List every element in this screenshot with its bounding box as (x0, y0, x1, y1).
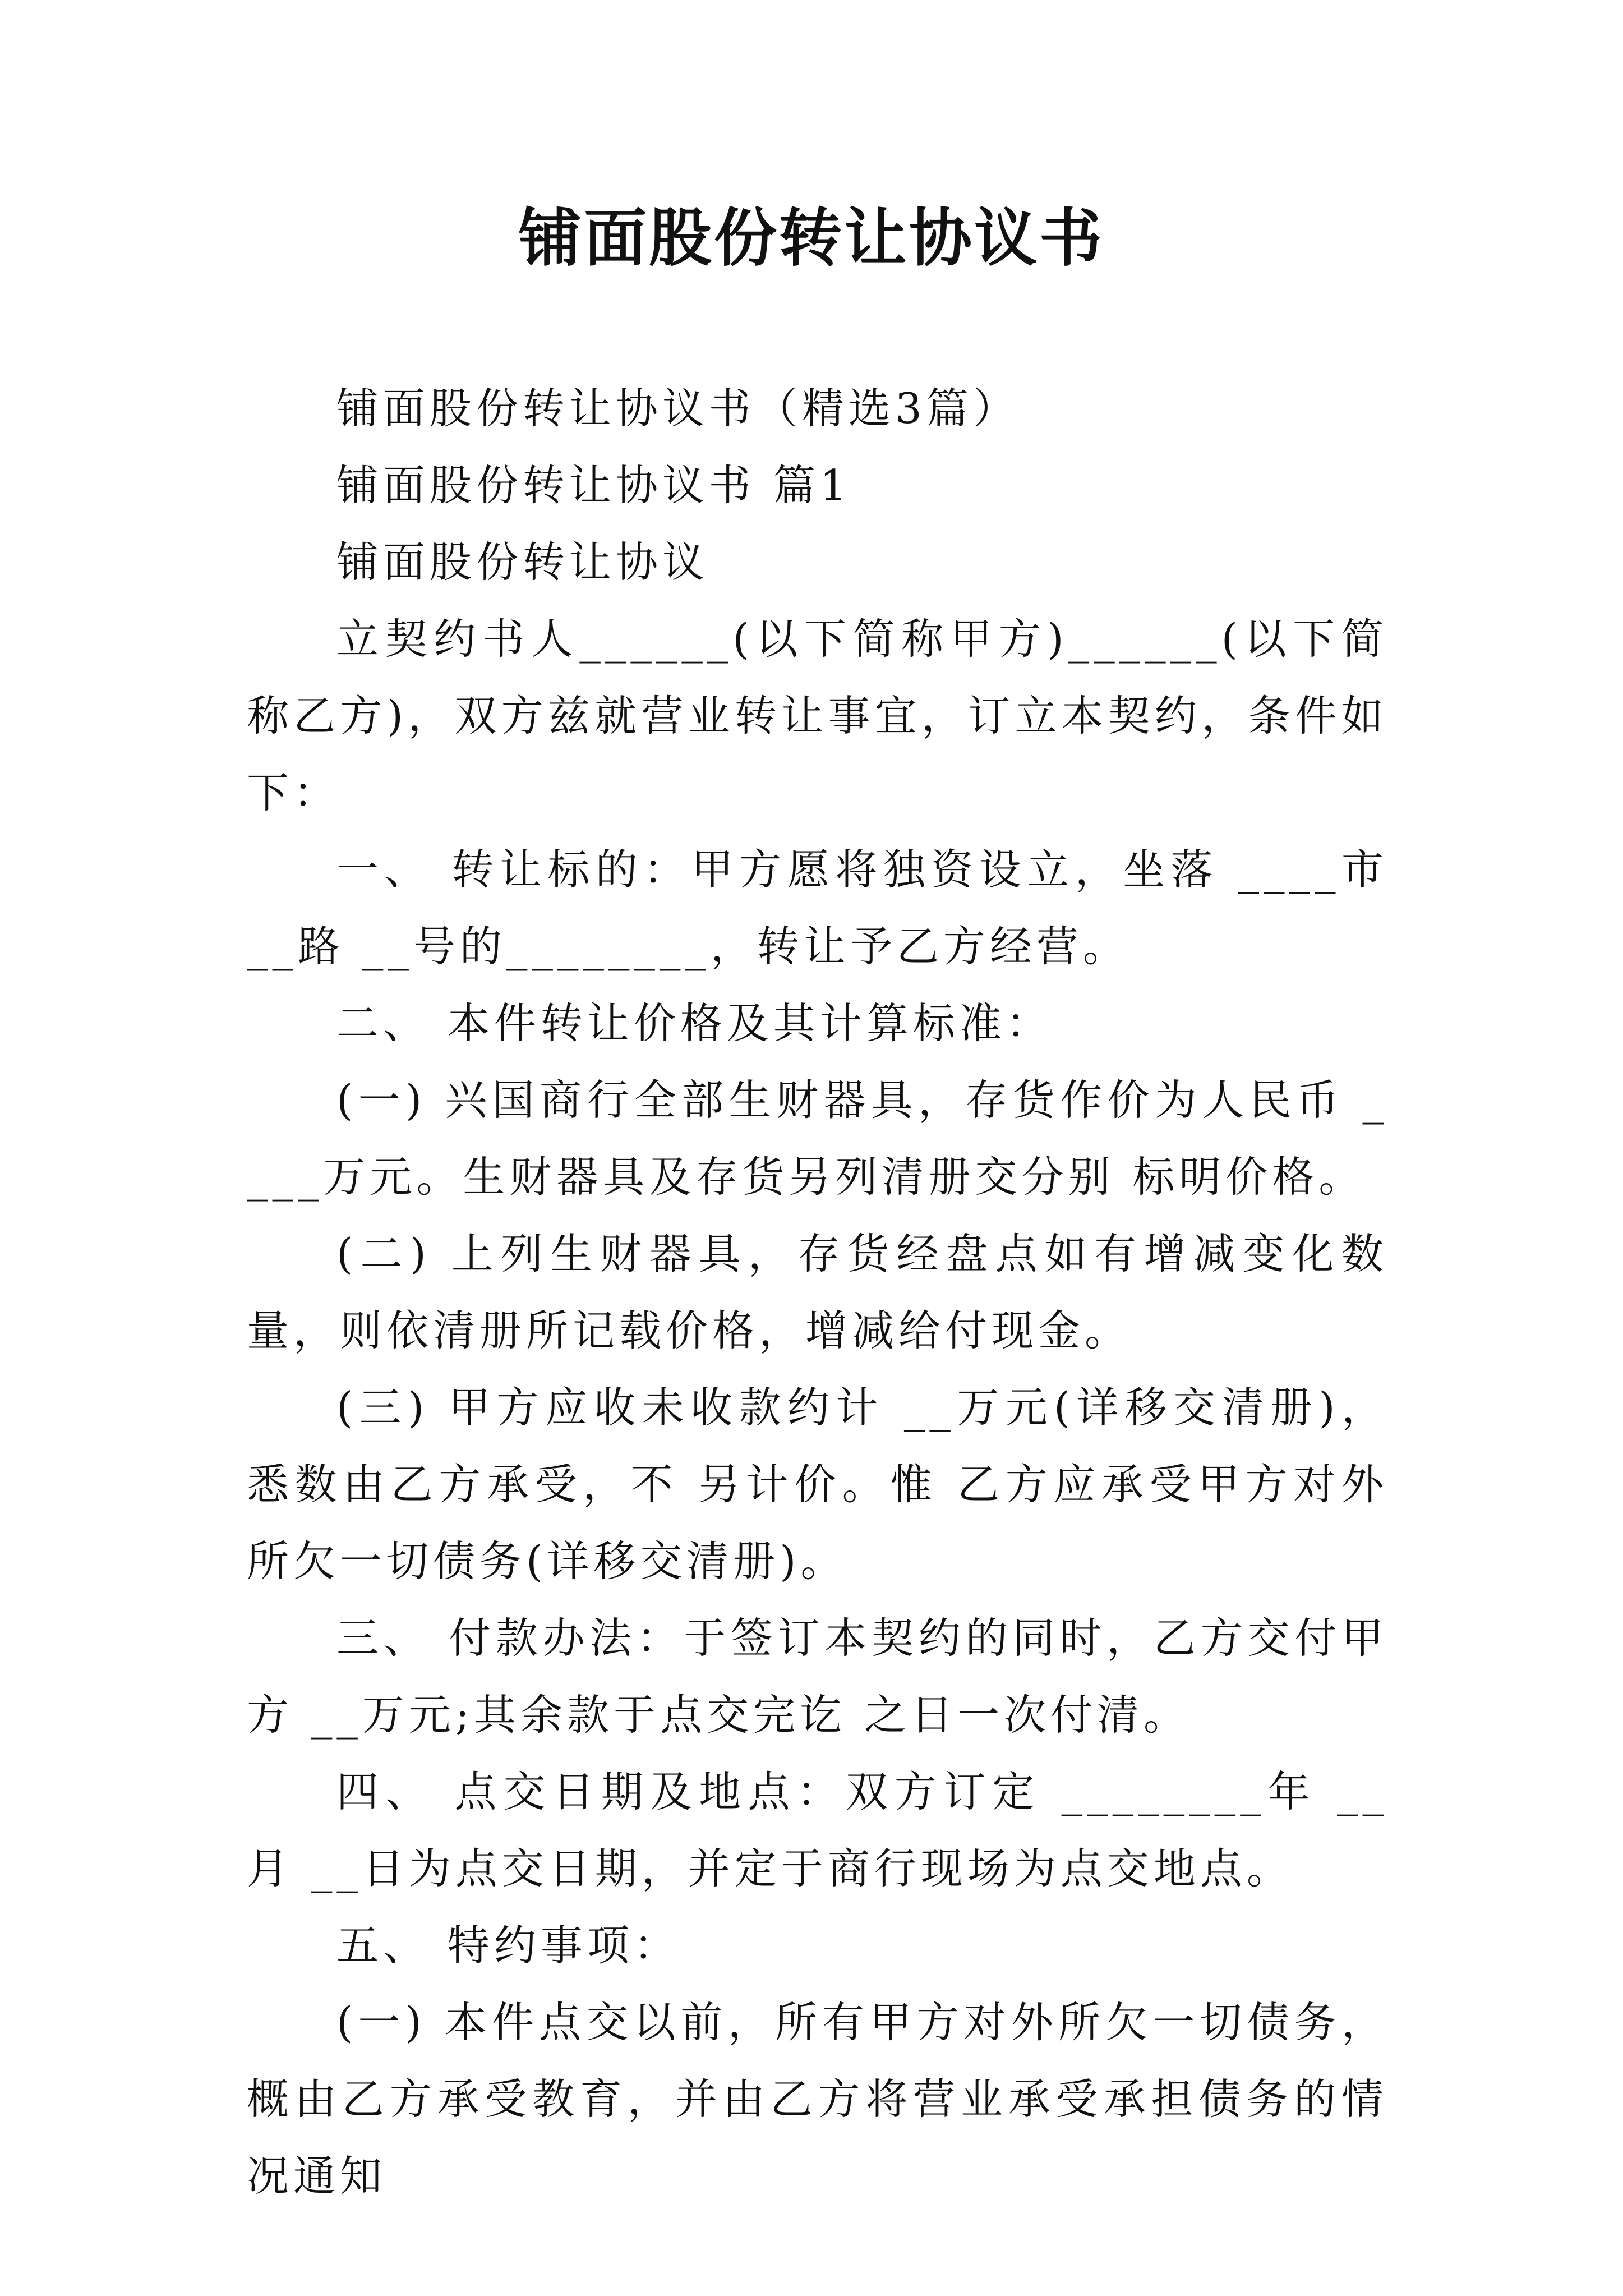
document-title: 铺面股份转让协议书 (519, 201, 1104, 275)
paragraph-agreement-name: 铺面股份转让协议 (336, 537, 709, 587)
document-body (247, 370, 1388, 2215)
paragraph-clause-1: 一、 转让标的：甲方愿将独资设立，坐落 ____市 __路 __号的________，转让予乙方经营。 (247, 845, 1388, 971)
paragraph-parties: 立契约书人______(以下简称甲方)______(以下简称乙方)，双方兹就营业转让事宜，订立本契约，条件如下： (247, 614, 1388, 817)
paragraph-subtitle: 铺面股份转让协议书（精选3篇） (336, 384, 1020, 433)
paragraph-clause-4: 四、 点交日期及地点：双方订定 ________年 __月 __日为点交日期，并定于商行现场为点交地点。 (247, 1767, 1388, 1893)
paragraph-section-heading: 铺面股份转让协议书 篇1 (336, 461, 851, 510)
paragraph-clause-5-1: (一) 本件点交以前，所有甲方对外所欠一切债务，概由乙方承受教育，并由乙方将营业承受承担债务的情况通知 (247, 1998, 1388, 2201)
paragraph-clause-5: 五、 特约事项： (336, 1921, 680, 1970)
paragraph-clause-3: 三、 付款办法：于签订本契约的同时，乙方交付甲方 __万元;其余款于点交完讫 之日一次付清。 (247, 1613, 1388, 1740)
paragraph-clause-2-2: (二) 上列生财器具，存货经盘点如有增减变化数量，则依清册所记载价格，增减给付现金。 (247, 1229, 1388, 1355)
paragraph-clause-2-1: (一) 兴国商行全部生财器具，存货作价为人民币 ____万元。生财器具及存货另列清册交分别 标明价格。 (247, 1075, 1388, 1202)
paragraph-clause-2-3: (三) 甲方应收未收款约计 __万元(详移交清册)，悉数由乙方承受，不 另计价。惟 乙方应承受甲方对外所欠一切债务(详移交清册)。 (247, 1383, 1388, 1586)
paragraph-clause-2: 二、 本件转让价格及其计算标准： (336, 999, 1053, 1048)
